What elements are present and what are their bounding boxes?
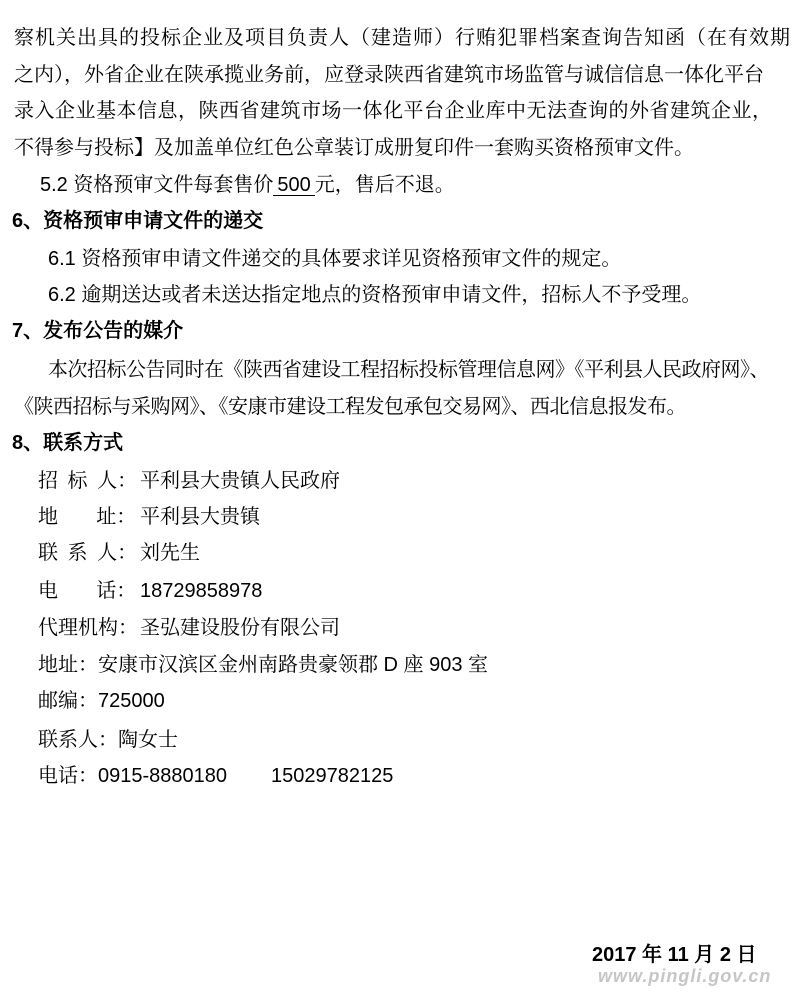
contact-label: 邮编：	[38, 690, 98, 712]
list-item-text: 元，售后不退。	[314, 174, 455, 196]
paragraph-line: 之内），外省企业在陕承揽业务前，应登录陕西省建筑市场监管与诚信信息一体化平台	[14, 64, 764, 86]
contact-row-phone	[38, 578, 262, 604]
contact-value: 刘先生	[140, 542, 200, 564]
contact-label: 电 话：	[38, 580, 137, 602]
section-heading-6: 6、资格预审申请文件的递交	[12, 210, 264, 232]
list-item-6-2: 6.2 逾期送达或者未送达指定地点的资格预审申请文件，招标人不予受理。	[48, 284, 702, 306]
list-item-text: 5.2 资格预审文件每套售价	[40, 174, 274, 196]
contact-row-agency-postcode	[38, 688, 165, 714]
contact-value: 18729858978	[140, 580, 263, 602]
contact-label: 地址：	[38, 654, 98, 676]
watermark: www.pingli.gov.cn	[598, 966, 772, 986]
contact-value: 0915-8880180	[98, 765, 228, 787]
paragraph-line: 本次招标公告同时在《陕西省建设工程招标投标管理信息网》《平利县人民政府网》、	[48, 359, 769, 381]
price-value: 500	[273, 175, 314, 196]
contact-row-agency-phone	[38, 763, 393, 789]
contact-value: 平利县大贵镇	[140, 506, 260, 528]
contact-label: 联系人：	[38, 729, 118, 751]
contact-row-agency-contact	[38, 727, 178, 753]
contact-row-agency-address	[38, 652, 488, 678]
contact-row-tenderer	[38, 468, 340, 494]
contact-value: 平利县大贵镇人民政府	[140, 470, 340, 492]
list-item-6-1: 6.1 资格预审申请文件递交的具体要求详见资格预审文件的规定。	[48, 248, 622, 270]
paragraph-line: 《陕西招标与采购网》、《安康市建设工程发包承包交易网》、西北信息报发布。	[14, 396, 686, 418]
list-item-5-2	[40, 172, 455, 198]
contact-value: 725000	[98, 690, 165, 712]
paragraph-line: 不得参与投标】及加盖单位红色公章装订成册复印件一套购买资格预审文件。	[14, 137, 694, 159]
contact-row-agency	[38, 615, 340, 641]
contact-value: 15029782125	[271, 765, 394, 787]
contact-row-person	[38, 540, 200, 566]
contact-label: 代理机构：	[38, 617, 138, 639]
contact-value: 安康市汉滨区金州南路贵豪领郡 D 座 903 室	[98, 654, 489, 676]
section-heading-8: 8、联系方式	[12, 432, 124, 454]
contact-value: 陶女士	[118, 729, 178, 751]
section-heading-7: 7、发布公告的媒介	[12, 320, 184, 342]
contact-label: 电话：	[38, 765, 98, 787]
paragraph-line: 察机关出具的投标企业及项目负责人（建造师）行贿犯罪档案查询告知函（在有效期	[14, 27, 791, 49]
contact-label: 招 标 人：	[38, 470, 138, 492]
contact-value: 圣弘建设股份有限公司	[140, 617, 340, 639]
contact-label: 联 系 人：	[38, 542, 138, 564]
document-date: 2017 年 11 月 2 日	[592, 944, 757, 966]
contact-row-address	[38, 504, 260, 530]
paragraph-line: 录入企业基本信息，陕西省建筑市场一体化平台企业库中无法查询的外省建筑企业，	[14, 100, 773, 122]
contact-label: 地 址：	[38, 506, 137, 528]
